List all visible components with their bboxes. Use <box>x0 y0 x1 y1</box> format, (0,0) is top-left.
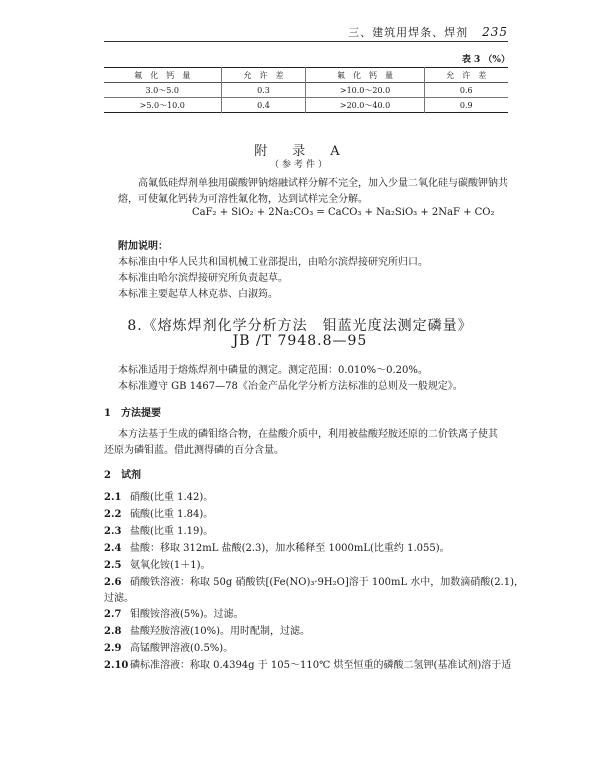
reagent-item-continuation: 过滤。 <box>104 593 134 604</box>
reagent-item: 2.3 盐酸(比重 1.19)。 <box>104 526 214 537</box>
standard-code: JB /T 7948.8—95 <box>232 333 368 349</box>
section-1-text: 还原为磷钼蓝。借此测得磷的百分含量。 <box>104 445 284 456</box>
appendix-paragraph: 高氟低硅焊剂单独用碳酸钾钠熔融试样分解不完全，加入少量二氧化硅与碳酸钾钠共熔，可使氟化钙转为可溶性氟化物，达到试样完全分解。 <box>118 178 508 205</box>
table-cell: 0.3 <box>221 83 306 98</box>
reagent-item: 2.2 硫酸(比重 1.84)。 <box>104 509 214 520</box>
reagent-item: 2.10 磷标准溶液：称取 0.4394g 于 105～110℃ 烘至恒重的磷酸二氢钾(基准试剂)溶于适 <box>104 660 512 671</box>
reagent-item: 2.5 氨氧化铵(1＋1)。 <box>104 560 211 571</box>
section-2-heading: 2 试剂 <box>104 470 141 481</box>
header-rule <box>104 41 508 42</box>
reagent-item: 2.1 硝酸(比重 1.42)。 <box>104 492 214 503</box>
table-row <box>104 98 508 113</box>
tolerance-table <box>104 67 508 113</box>
table-header-cell: 氟 化 钙 量 <box>306 68 424 83</box>
standard-title: 8.《熔炼焊剂化学分析方法 钼蓝光度法测定磷量》 <box>127 318 473 334</box>
page-number: 235 <box>482 25 508 39</box>
intro-line: 本标准适用于熔炼焊剂中磷量的测定。测定范围：0.010%～0.20%。 <box>118 365 428 376</box>
reaction-equation: CaF₂ + SiO₂ + 2Na₂CO₃ = CaCO₃ + Na₂SiO₃ + 2NaF + CO₂ <box>192 207 495 218</box>
reagent-item: 2.6 硝酸铁溶液：称取 50g 硝酸铁[(Fe(NO)₃·9H₂O]溶于 100mL 水中，加数滴硝酸(2.1)， <box>104 577 524 588</box>
reagent-item: 2.9 高锰酸钾溶液(0.5%)。 <box>104 643 234 654</box>
section-1-heading: 1 方法提要 <box>104 408 161 419</box>
table-header-cell: 氟 化 钙 量 <box>104 68 221 83</box>
running-header-title: 三、建筑用焊条、焊剂 <box>348 26 469 39</box>
intro-line: 本标准遵守 GB 1467—78《冶金产品化学分析方法标准的总则及一般规定》。 <box>118 381 463 392</box>
reagent-item: 2.7 钼酸铵溶液(5%)。过滤。 <box>104 609 244 620</box>
table-cell: 0.9 <box>459 100 473 110</box>
note-line: 本标准由哈尔滨焊接研究所负责起草。 <box>118 273 288 284</box>
table-cell: >5.0～10.0 <box>104 98 221 113</box>
table-header-cell: 允 许 差 <box>446 70 487 80</box>
reagent-item: 2.4 盐酸：移取 312mL 盐酸(2.3)，加水稀释至 1000mL(比重约 1.055)。 <box>104 543 450 554</box>
table-caption: 表 3 （%） <box>461 55 510 65</box>
section-1-text: 本方法基于生成的磷钼络合物，在盐酸介质中，利用被盐酸羟胺还原的二价铁离子使其 <box>118 429 498 440</box>
note-line: 本标准由中华人民共和国机械工业部提出，由哈尔滨焊接研究所归口。 <box>118 257 428 268</box>
note-line: 本标准主要起草人林克恭、白淑筠。 <box>118 289 278 300</box>
appendix-title: 附 录 A <box>254 144 346 159</box>
reagent-item: 2.8 盐酸羟胺溶液(10%)。用时配制，过滤。 <box>104 626 311 637</box>
table-cell: 3.0～5.0 <box>104 83 221 98</box>
table-cell: 0.4 <box>221 98 306 113</box>
table-cell: 0.6 <box>459 85 473 95</box>
table-cell: >10.0～20.0 <box>306 83 424 98</box>
notes-heading: 附加说明： <box>118 241 168 252</box>
table-header-row <box>104 68 508 83</box>
table-row <box>104 83 508 98</box>
running-header <box>348 24 508 40</box>
appendix-subtitle: （参考件） <box>269 160 330 170</box>
table-header-cell: 允 许 差 <box>221 68 306 83</box>
table-cell: >20.0～40.0 <box>306 98 424 113</box>
